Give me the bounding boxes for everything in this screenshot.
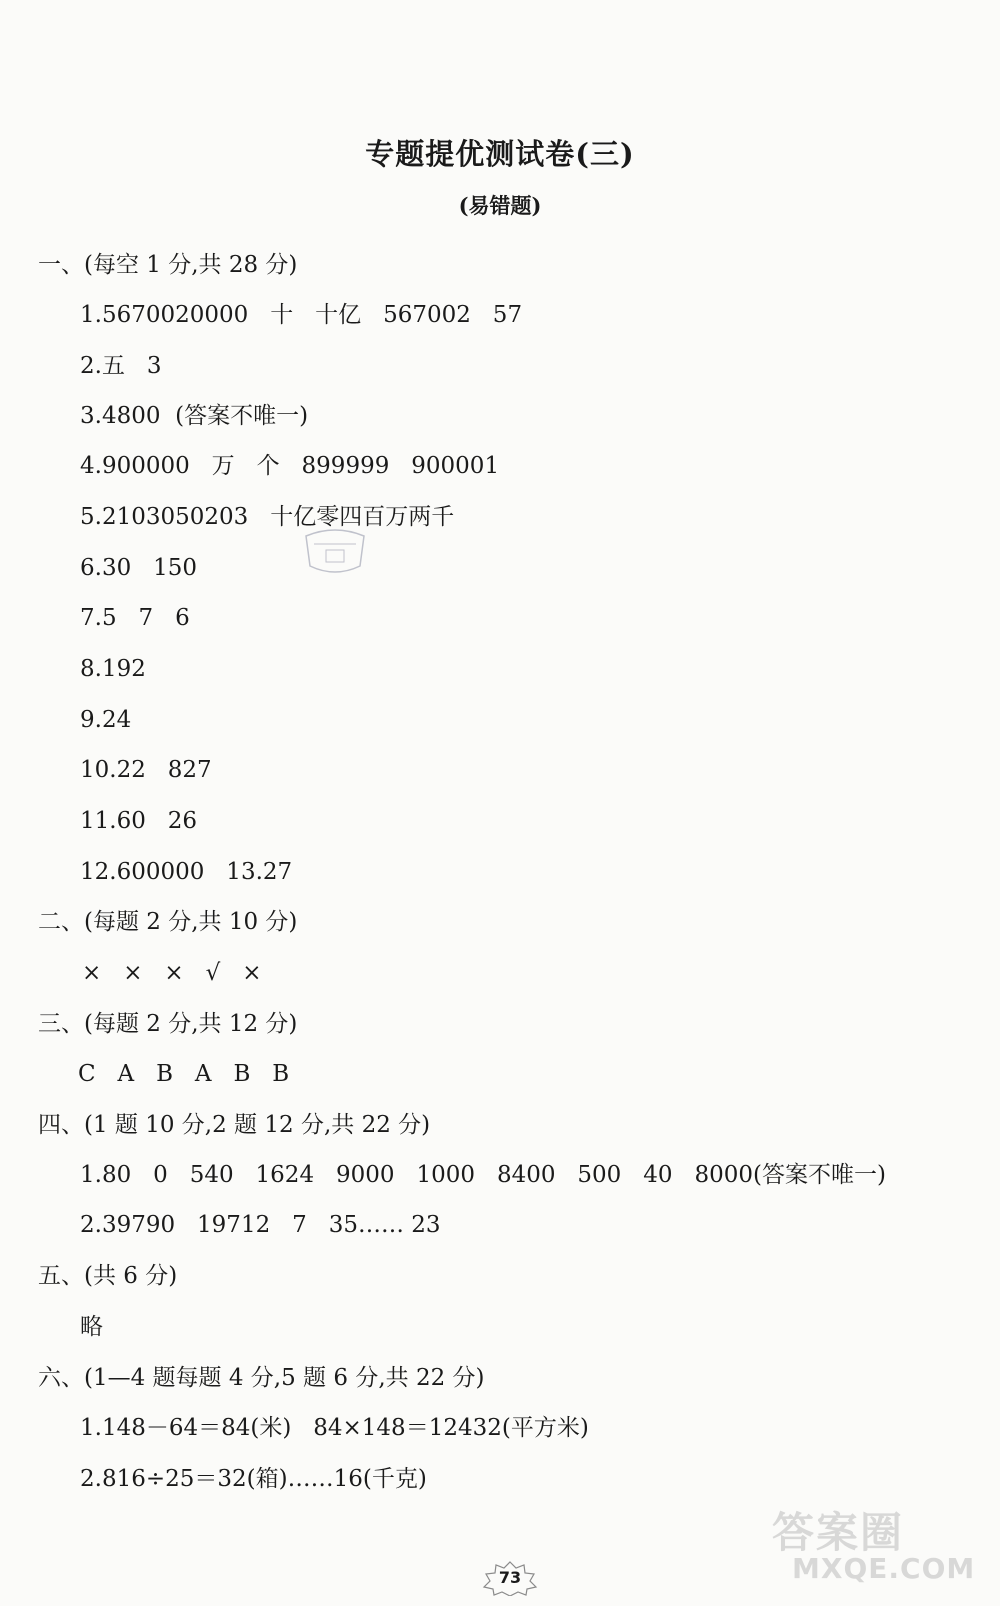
watermark-logo [752, 1500, 982, 1600]
section-2-heading: 二、(每题 2 分,共 10 分) [38, 909, 298, 935]
section-2-answers: × × × √ × [82, 960, 262, 986]
section-1-item-3: 3.4800 (答案不唯一) [80, 403, 309, 429]
section-1-item-6: 6.30 150 [80, 555, 198, 581]
section-4-heading: 四、(1 题 10 分,2 题 12 分,共 22 分) [38, 1112, 431, 1138]
section-3-answers: C A B A B B [78, 1061, 290, 1087]
section-1-item-1: 1.5670020000 十 十亿 567002 57 [80, 302, 523, 328]
section-1-item-7: 7.5 7 6 [80, 605, 190, 631]
section-1-heading: 一、(每空 1 分,共 28 分) [38, 252, 298, 278]
section-1-item-2: 2.五 3 [80, 353, 162, 379]
section-1-item-4: 4.900000 万 个 899999 900001 [80, 453, 500, 479]
page-number [480, 1560, 540, 1596]
section-6-heading: 六、(1—4 题每题 4 分,5 题 6 分,共 22 分) [38, 1365, 485, 1391]
section-4-item-1: 1.80 0 540 1624 9000 1000 8400 500 40 8000(答案不唯一) [80, 1162, 886, 1188]
section-1-item-8: 8.192 [80, 656, 146, 682]
section-4-item-2: 2.39790 19712 7 35…… 23 [80, 1212, 441, 1238]
section-5-answers: 略 [80, 1314, 103, 1340]
section-1-item-11: 11.60 26 [80, 808, 198, 834]
page-number-text: 73 [498, 1568, 522, 1587]
watermark-bottom-text: MXQE.COM [792, 1552, 976, 1585]
section-1-item-9: 9.24 [80, 707, 132, 733]
section-6-item-1: 1.148－64＝84(米) 84×148＝12432(平方米) [80, 1415, 589, 1441]
section-3-heading: 三、(每题 2 分,共 12 分) [38, 1011, 298, 1037]
page-title: 专题提优测试卷(三) [365, 137, 635, 171]
page-subtitle: (易错题) [458, 193, 542, 218]
section-1-item-10: 10.22 827 [80, 757, 212, 783]
section-1-item-12: 12.600000 13.27 [80, 859, 293, 885]
section-1-item-5: 5.2103050203 十亿零四百万两千 [80, 504, 455, 530]
section-6-item-2: 2.816÷25＝32(箱)……16(千克) [80, 1466, 427, 1492]
watermark-top-text: 答案圈 [772, 1508, 905, 1557]
section-5-heading: 五、(共 6 分) [38, 1263, 178, 1289]
seal-stamp-icon [300, 522, 370, 578]
